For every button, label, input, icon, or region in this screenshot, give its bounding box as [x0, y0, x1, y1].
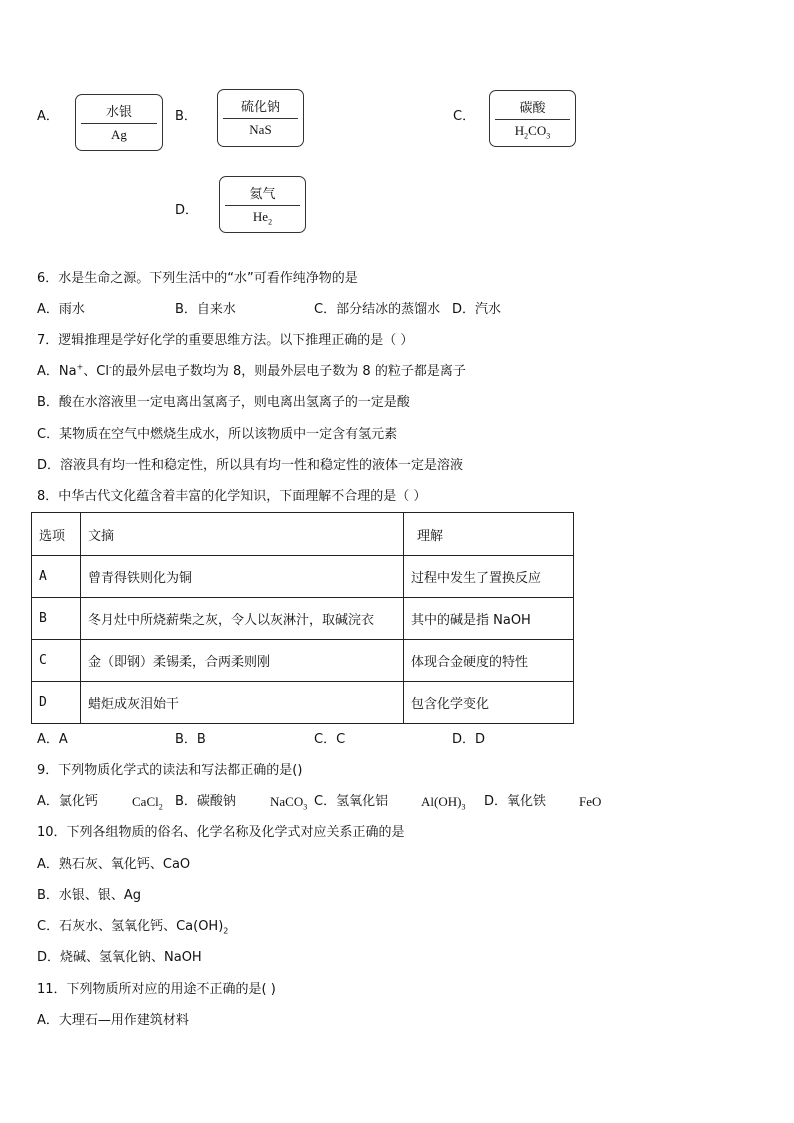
q11-option-a[interactable]: A．大理石—用作建筑材料 [37, 1013, 189, 1028]
q5-option-d-card[interactable] [219, 176, 306, 233]
q7-option-b[interactable]: B．酸在水溶液里一定电离出氢离子，则电离出氢离子的一定是酸 [37, 395, 410, 410]
table-cell: 包含化学变化 [404, 682, 574, 724]
table-row [32, 640, 574, 682]
q6-option-d[interactable]: D．汽水 [452, 302, 502, 317]
q5-option-d-formula [220, 209, 305, 225]
q8-option-c[interactable]: C．C [314, 732, 346, 747]
q5-option-c-name: 碳酸 [519, 101, 546, 116]
q7-option-a-text: 的最外层电子数均为 8，则最外层电子数为 8 的粒子都是离子 [111, 364, 466, 379]
q8-option-d[interactable]: D．D [452, 732, 486, 747]
q9-option-a[interactable]: A．氯化钙 [37, 794, 98, 809]
q5-option-c-card[interactable] [489, 90, 576, 147]
q5-option-c-formula [490, 123, 575, 139]
q6-option-b[interactable]: B．自来水 [175, 302, 236, 317]
q7-stem: 7．逻辑推理是学好化学的重要思维方法。以下推理正确的是（ ） [37, 333, 414, 348]
table-header-text: 理解 [417, 528, 444, 544]
q8-table [31, 512, 574, 724]
q5-option-a-card[interactable] [75, 94, 163, 151]
q8-stem: 8．中华古代文化蕴含着丰富的化学知识，下面理解不合理的是（ ） [37, 489, 427, 504]
formula-part: CaCl [132, 794, 159, 809]
formula-subscript: 2 [158, 802, 163, 812]
table-header-cell: 文摘 [81, 513, 404, 556]
card-divider [223, 118, 298, 119]
formula-part: H [514, 123, 525, 138]
card-divider [225, 205, 300, 206]
q8-option-b[interactable]: B．B [175, 732, 206, 747]
table-header-row [32, 513, 574, 556]
table-row [32, 682, 574, 724]
q9-option-d-formula: FeO [579, 794, 602, 809]
q6-stem: 6．水是生命之源。下列生活中的“水”可看作纯净物的是 [37, 271, 358, 286]
q10-option-c[interactable] [37, 918, 228, 936]
formula-part: Al(OH) [421, 794, 462, 809]
q5-option-d-letter: D． [175, 203, 199, 218]
formula-subscript: 3 [546, 131, 551, 141]
formula-part: NaCO [270, 794, 304, 809]
q5-option-d-name: 氦气 [249, 187, 276, 202]
formula-subscript: 2 [268, 217, 273, 227]
card-divider [81, 123, 157, 124]
charge-superscript: - [109, 362, 112, 372]
q7-option-c[interactable]: C．某物质在空气中燃烧生成水，所以该物质中一定含有氢元素 [37, 427, 398, 442]
q5-option-c-letter: C． [453, 109, 476, 124]
q5-option-b-letter: B． [175, 109, 197, 124]
table-header-cell: 选项 [32, 513, 81, 556]
q7-option-a-text: A．Na [37, 364, 77, 379]
q5-option-a-formula: Ag [111, 127, 127, 142]
q10-option-c-text: C．石灰水、氢氧化钙、Ca(OH) [37, 919, 224, 934]
formula-subscript: 2 [223, 926, 229, 936]
q10-option-a[interactable]: A．熟石灰、氧化钙、CaO [37, 857, 191, 872]
table-cell: C [32, 640, 81, 682]
q6-option-c[interactable]: C．部分结冰的蒸馏水 [314, 302, 441, 317]
q10-stem: 10．下列各组物质的俗名、化学名称及化学式对应关系正确的是 [37, 825, 405, 840]
q5-option-b-formula: NaS [249, 122, 272, 137]
q9-option-c[interactable]: C．氢氧化铝 [314, 794, 389, 809]
table-cell: 体现合金硬度的特性 [404, 640, 574, 682]
table-cell: 冬月灶中所烧薪柴之灰，令人以灰淋汁，取碱浣衣 [81, 598, 404, 640]
q9-stem: 9．下列物质化学式的读法和写法都正确的是() [37, 763, 303, 778]
formula-subscript: 2 [524, 131, 529, 141]
q9-option-b-formula [270, 793, 307, 811]
table-row [32, 598, 574, 640]
q7-option-d[interactable]: D．溶液具有均一性和稳定性，所以具有均一性和稳定性的液体一定是溶液 [37, 458, 464, 473]
formula-subscript: 3 [461, 802, 466, 812]
q10-option-d[interactable]: D．烧碱、氢氧化钠、NaOH [37, 950, 202, 965]
table-cell: B [32, 598, 81, 640]
q5-option-b-card[interactable] [217, 89, 304, 147]
table-cell: D [32, 682, 81, 724]
table-cell: A [32, 556, 81, 598]
q11-stem: 11．下列物质所对应的用途不正确的是( ) [37, 982, 276, 997]
table-cell: 金（即钢）柔锡柔，合两柔则刚 [81, 640, 404, 682]
table-cell: 其中的碱是指 NaOH [404, 598, 574, 640]
table-cell: 过程中发生了置换反应 [404, 556, 574, 598]
q5-option-a-letter: A． [37, 109, 59, 124]
q7-option-a-text: 、Cl [83, 364, 109, 379]
q9-option-b[interactable]: B．碳酸钠 [175, 794, 236, 809]
charge-superscript: + [76, 362, 84, 372]
card-divider [495, 119, 570, 120]
q8-option-a[interactable]: A．A [37, 732, 68, 747]
q9-option-c-formula [421, 793, 465, 811]
table-cell: 蜡炬成灰泪始干 [81, 682, 404, 724]
formula-part: He [252, 209, 269, 224]
table-row [32, 556, 574, 598]
table-cell: 曾青得铁则化为铜 [81, 556, 404, 598]
formula-subscript: 3 [303, 802, 308, 812]
q9-option-d[interactable]: D．氧化铁 [484, 794, 547, 809]
q6-option-a[interactable]: A．雨水 [37, 302, 85, 317]
q5-option-a-name: 水银 [105, 105, 132, 120]
q5-option-b-name: 硫化钠 [240, 100, 280, 115]
formula-part: CO [528, 123, 547, 138]
q10-option-b[interactable]: B．水银、银、Ag [37, 888, 142, 903]
q9-option-a-formula [132, 793, 163, 811]
table-header-cell [404, 513, 574, 556]
q7-option-a[interactable] [37, 363, 466, 381]
